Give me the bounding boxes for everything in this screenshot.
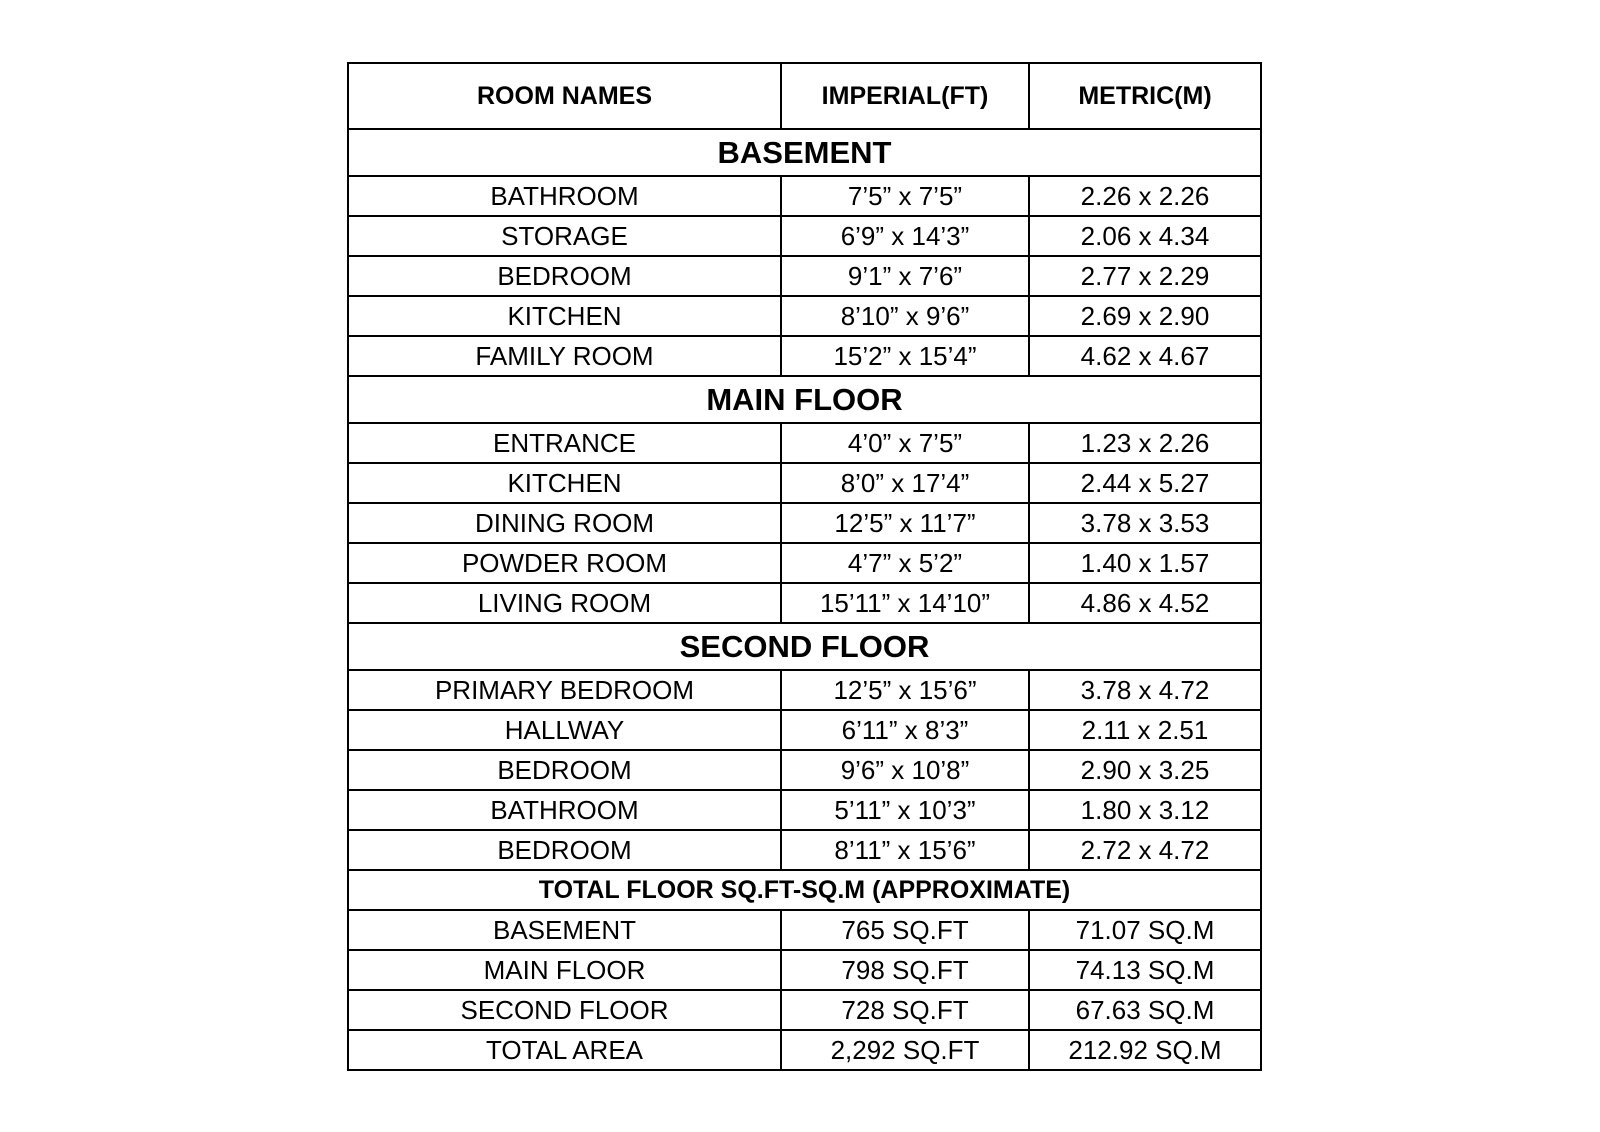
section-title: MAIN FLOOR (348, 376, 1261, 423)
room-name: BEDROOM (348, 256, 781, 296)
imperial-size: 15’2” x 15’4” (781, 336, 1029, 376)
table-row (348, 830, 1261, 870)
imperial-size: 8’10” x 9’6” (781, 296, 1029, 336)
metric-size: 2.72 x 4.72 (1029, 830, 1261, 870)
imperial-size: 12’5” x 15’6” (781, 670, 1029, 710)
room-name: ENTRANCE (348, 423, 781, 463)
room-dimensions-table (347, 62, 1262, 1071)
metric-size: 3.78 x 3.53 (1029, 503, 1261, 543)
metric-size: 1.80 x 3.12 (1029, 790, 1261, 830)
total-row (348, 990, 1261, 1030)
imperial-size: 9’6” x 10’8” (781, 750, 1029, 790)
room-name: POWDER ROOM (348, 543, 781, 583)
room-name: PRIMARY BEDROOM (348, 670, 781, 710)
metric-size: 4.62 x 4.67 (1029, 336, 1261, 376)
totals-title-row (348, 870, 1261, 910)
room-name: KITCHEN (348, 296, 781, 336)
room-name: LIVING ROOM (348, 583, 781, 623)
header-row (348, 63, 1261, 129)
metric-size: 2.44 x 5.27 (1029, 463, 1261, 503)
table-row (348, 710, 1261, 750)
room-name: HALLWAY (348, 710, 781, 750)
table-row (348, 750, 1261, 790)
imperial-size: 4’0” x 7’5” (781, 423, 1029, 463)
metric-area: 74.13 SQ.M (1029, 950, 1261, 990)
table-row (348, 463, 1261, 503)
table-row (348, 543, 1261, 583)
imperial-size: 8’11” x 15’6” (781, 830, 1029, 870)
total-row (348, 950, 1261, 990)
metric-area: 212.92 SQ.M (1029, 1030, 1261, 1070)
room-name: KITCHEN (348, 463, 781, 503)
header-metric: METRIC(M) (1029, 63, 1261, 129)
table-row (348, 176, 1261, 216)
section-title-row (348, 623, 1261, 670)
metric-area: 67.63 SQ.M (1029, 990, 1261, 1030)
room-name: STORAGE (348, 216, 781, 256)
metric-size: 2.77 x 2.29 (1029, 256, 1261, 296)
total-row (348, 1030, 1261, 1070)
imperial-area: 798 SQ.FT (781, 950, 1029, 990)
imperial-area: 765 SQ.FT (781, 910, 1029, 950)
metric-size: 1.40 x 1.57 (1029, 543, 1261, 583)
table-row (348, 423, 1261, 463)
section-title: SECOND FLOOR (348, 623, 1261, 670)
table-row (348, 216, 1261, 256)
metric-size: 2.90 x 3.25 (1029, 750, 1261, 790)
imperial-size: 8’0” x 17’4” (781, 463, 1029, 503)
imperial-size: 15’11” x 14’10” (781, 583, 1029, 623)
imperial-size: 7’5” x 7’5” (781, 176, 1029, 216)
imperial-size: 5’11” x 10’3” (781, 790, 1029, 830)
metric-size: 2.11 x 2.51 (1029, 710, 1261, 750)
section-title-row (348, 129, 1261, 176)
room-name: BEDROOM (348, 750, 781, 790)
section-title-row (348, 376, 1261, 423)
table-row (348, 503, 1261, 543)
header-room-names: ROOM NAMES (348, 63, 781, 129)
totals-title: TOTAL FLOOR SQ.FT-SQ.M (APPROXIMATE) (348, 870, 1261, 910)
metric-size: 2.06 x 4.34 (1029, 216, 1261, 256)
room-name: FAMILY ROOM (348, 336, 781, 376)
imperial-area: 728 SQ.FT (781, 990, 1029, 1030)
table-row (348, 670, 1261, 710)
metric-area: 71.07 SQ.M (1029, 910, 1261, 950)
metric-size: 3.78 x 4.72 (1029, 670, 1261, 710)
imperial-size: 12’5” x 11’7” (781, 503, 1029, 543)
floor-name: SECOND FLOOR (348, 990, 781, 1030)
metric-size: 1.23 x 2.26 (1029, 423, 1261, 463)
table-row (348, 583, 1261, 623)
table-row (348, 790, 1261, 830)
table-row (348, 256, 1261, 296)
room-name: BATHROOM (348, 176, 781, 216)
room-name: BATHROOM (348, 790, 781, 830)
floor-name: MAIN FLOOR (348, 950, 781, 990)
metric-size: 2.69 x 2.90 (1029, 296, 1261, 336)
metric-size: 4.86 x 4.52 (1029, 583, 1261, 623)
header-imperial: IMPERIAL(FT) (781, 63, 1029, 129)
imperial-size: 6’9” x 14’3” (781, 216, 1029, 256)
imperial-size: 6’11” x 8’3” (781, 710, 1029, 750)
section-title: BASEMENT (348, 129, 1261, 176)
total-row (348, 910, 1261, 950)
imperial-size: 4’7” x 5’2” (781, 543, 1029, 583)
floor-name: BASEMENT (348, 910, 781, 950)
floor-name: TOTAL AREA (348, 1030, 781, 1070)
imperial-size: 9’1” x 7’6” (781, 256, 1029, 296)
table-row (348, 296, 1261, 336)
room-name: BEDROOM (348, 830, 781, 870)
metric-size: 2.26 x 2.26 (1029, 176, 1261, 216)
table-row (348, 336, 1261, 376)
room-name: DINING ROOM (348, 503, 781, 543)
imperial-area: 2,292 SQ.FT (781, 1030, 1029, 1070)
